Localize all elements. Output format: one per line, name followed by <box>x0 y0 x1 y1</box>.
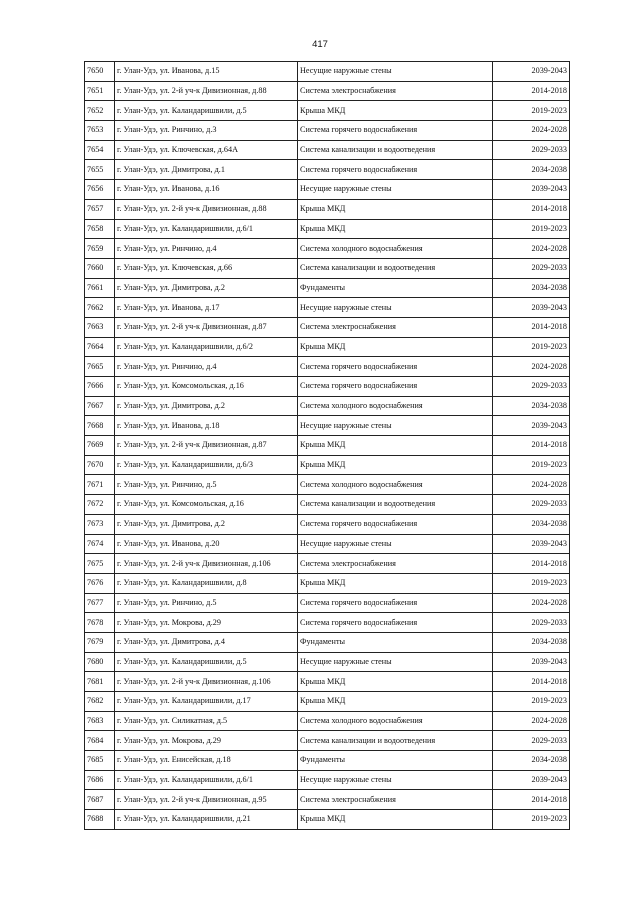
work-type-cell: Система холодного водоснабжения <box>298 711 493 731</box>
table-row <box>85 632 570 652</box>
address-cell: г. Улан-Удэ, ул. Каландаришвили, д.5 <box>115 652 298 672</box>
period-cell: 2014-2018 <box>493 81 570 101</box>
row-number-cell: 7675 <box>85 554 115 574</box>
period-cell: 2029-2033 <box>493 140 570 160</box>
row-number-cell: 7676 <box>85 573 115 593</box>
period-cell: 2019-2023 <box>493 810 570 830</box>
page-number: 417 <box>312 39 328 50</box>
row-number-cell: 7688 <box>85 810 115 830</box>
work-type-cell: Крыша МКД <box>298 692 493 712</box>
row-number-cell: 7652 <box>85 101 115 121</box>
period-cell: 2034-2038 <box>493 278 570 298</box>
address-cell: г. Улан-Удэ, ул. Каландаришвили, д.6/1 <box>115 770 298 790</box>
row-number-cell: 7664 <box>85 337 115 357</box>
period-cell: 2034-2038 <box>493 396 570 416</box>
address-cell: г. Улан-Удэ, ул. Димитрова, д.1 <box>115 160 298 180</box>
work-type-cell: Несущие наружные стены <box>298 62 493 82</box>
work-type-cell: Система горячего водоснабжения <box>298 593 493 613</box>
period-cell: 2029-2033 <box>493 495 570 515</box>
work-type-cell: Несущие наружные стены <box>298 416 493 436</box>
period-cell: 2019-2023 <box>493 101 570 121</box>
table-row <box>85 396 570 416</box>
address-cell: г. Улан-Удэ, ул. 2-й уч-к Дивизионная, д.106 <box>115 672 298 692</box>
table-row <box>85 436 570 456</box>
period-cell: 2019-2023 <box>493 219 570 239</box>
period-cell: 2034-2038 <box>493 160 570 180</box>
work-type-cell: Система горячего водоснабжения <box>298 514 493 534</box>
period-cell: 2014-2018 <box>493 317 570 337</box>
row-number-cell: 7684 <box>85 731 115 751</box>
address-cell: г. Улан-Удэ, ул. Комсомольская, д.16 <box>115 495 298 515</box>
row-number-cell: 7671 <box>85 475 115 495</box>
address-cell: г. Улан-Удэ, ул. Иванова, д.16 <box>115 180 298 200</box>
table-row <box>85 711 570 731</box>
work-type-cell: Система горячего водоснабжения <box>298 377 493 397</box>
period-cell: 2014-2018 <box>493 436 570 456</box>
table-row <box>85 121 570 141</box>
table-row <box>85 337 570 357</box>
work-type-cell: Несущие наружные стены <box>298 298 493 318</box>
address-cell: г. Улан-Удэ, ул. Мокрова, д.29 <box>115 731 298 751</box>
row-number-cell: 7679 <box>85 632 115 652</box>
period-cell: 2039-2043 <box>493 652 570 672</box>
work-type-cell: Система горячего водоснабжения <box>298 357 493 377</box>
row-number-cell: 7657 <box>85 199 115 219</box>
work-type-cell: Фундаменты <box>298 751 493 771</box>
address-cell: г. Улан-Удэ, ул. Каландаришвили, д.17 <box>115 692 298 712</box>
table-row <box>85 475 570 495</box>
work-type-cell: Крыша МКД <box>298 455 493 475</box>
work-type-cell: Крыша МКД <box>298 672 493 692</box>
address-cell: г. Улан-Удэ, ул. Иванова, д.18 <box>115 416 298 436</box>
period-cell: 2019-2023 <box>493 573 570 593</box>
period-cell: 2039-2043 <box>493 298 570 318</box>
work-type-cell: Система холодного водоснабжения <box>298 475 493 495</box>
table-row <box>85 357 570 377</box>
row-number-cell: 7680 <box>85 652 115 672</box>
address-cell: г. Улан-Удэ, ул. Ринчино, д.5 <box>115 593 298 613</box>
address-cell: г. Улан-Удэ, ул. 2-й уч-к Дивизионная, д.87 <box>115 317 298 337</box>
row-number-cell: 7665 <box>85 357 115 377</box>
address-cell: г. Улан-Удэ, ул. 2-й уч-к Дивизионная, д.87 <box>115 436 298 456</box>
work-type-cell: Несущие наружные стены <box>298 652 493 672</box>
period-cell: 2019-2023 <box>493 337 570 357</box>
address-cell: г. Улан-Удэ, ул. Ринчино, д.4 <box>115 357 298 377</box>
work-type-cell: Система холодного водоснабжения <box>298 396 493 416</box>
work-type-cell: Система электроснабжения <box>298 81 493 101</box>
address-cell: г. Улан-Удэ, ул. Каландаришвили, д.6/3 <box>115 455 298 475</box>
work-type-cell: Крыша МКД <box>298 436 493 456</box>
table-row <box>85 62 570 82</box>
work-type-cell: Система канализации и водоотведения <box>298 731 493 751</box>
address-cell: г. Улан-Удэ, ул. Димитрова, д.2 <box>115 514 298 534</box>
period-cell: 2039-2043 <box>493 416 570 436</box>
period-cell: 2024-2028 <box>493 593 570 613</box>
row-number-cell: 7659 <box>85 239 115 259</box>
row-number-cell: 7681 <box>85 672 115 692</box>
table-row <box>85 672 570 692</box>
address-cell: г. Улан-Удэ, ул. 2-й уч-к Дивизионная, д.88 <box>115 199 298 219</box>
period-cell: 2024-2028 <box>493 121 570 141</box>
table-row <box>85 140 570 160</box>
address-cell: г. Улан-Удэ, ул. Ринчино, д.3 <box>115 121 298 141</box>
address-cell: г. Улан-Удэ, ул. Комсомольская, д.16 <box>115 377 298 397</box>
address-cell: г. Улан-Удэ, ул. Димитрова, д.4 <box>115 632 298 652</box>
table-row <box>85 416 570 436</box>
table-row <box>85 317 570 337</box>
table-row <box>85 692 570 712</box>
row-number-cell: 7666 <box>85 377 115 397</box>
row-number-cell: 7674 <box>85 534 115 554</box>
row-number-cell: 7669 <box>85 436 115 456</box>
address-cell: г. Улан-Удэ, ул. Каландаришвили, д.6/1 <box>115 219 298 239</box>
work-type-cell: Система канализации и водоотведения <box>298 140 493 160</box>
row-number-cell: 7672 <box>85 495 115 515</box>
period-cell: 2039-2043 <box>493 770 570 790</box>
work-type-cell: Крыша МКД <box>298 337 493 357</box>
address-cell: г. Улан-Удэ, ул. Иванова, д.15 <box>115 62 298 82</box>
period-cell: 2029-2033 <box>493 258 570 278</box>
period-cell: 2024-2028 <box>493 475 570 495</box>
row-number-cell: 7656 <box>85 180 115 200</box>
table-row <box>85 613 570 633</box>
address-cell: г. Улан-Удэ, ул. Каландаришвили, д.6/2 <box>115 337 298 357</box>
period-cell: 2029-2033 <box>493 377 570 397</box>
table-row <box>85 790 570 810</box>
period-cell: 2019-2023 <box>493 455 570 475</box>
row-number-cell: 7651 <box>85 81 115 101</box>
table-row <box>85 278 570 298</box>
period-cell: 2019-2023 <box>493 692 570 712</box>
address-cell: г. Улан-Удэ, ул. Ринчино, д.4 <box>115 239 298 259</box>
period-cell: 2039-2043 <box>493 62 570 82</box>
table-row <box>85 377 570 397</box>
row-number-cell: 7668 <box>85 416 115 436</box>
address-cell: г. Улан-Удэ, ул. Каландаришвили, д.21 <box>115 810 298 830</box>
repair-schedule-table <box>84 61 570 830</box>
address-cell: г. Улан-Удэ, ул. Иванова, д.20 <box>115 534 298 554</box>
work-type-cell: Несущие наружные стены <box>298 534 493 554</box>
table-row <box>85 81 570 101</box>
row-number-cell: 7687 <box>85 790 115 810</box>
period-cell: 2029-2033 <box>493 613 570 633</box>
work-type-cell: Фундаменты <box>298 278 493 298</box>
row-number-cell: 7658 <box>85 219 115 239</box>
period-cell: 2039-2043 <box>493 534 570 554</box>
address-cell: г. Улан-Удэ, ул. 2-й уч-к Дивизионная, д.95 <box>115 790 298 810</box>
address-cell: г. Улан-Удэ, ул. Каландаришвили, д.5 <box>115 101 298 121</box>
address-cell: г. Улан-Удэ, ул. 2-й уч-к Дивизионная, д.88 <box>115 81 298 101</box>
row-number-cell: 7660 <box>85 258 115 278</box>
work-type-cell: Фундаменты <box>298 632 493 652</box>
table-row <box>85 514 570 534</box>
period-cell: 2014-2018 <box>493 672 570 692</box>
row-number-cell: 7673 <box>85 514 115 534</box>
table-row <box>85 770 570 790</box>
work-type-cell: Система горячего водоснабжения <box>298 121 493 141</box>
work-type-cell: Система горячего водоснабжения <box>298 613 493 633</box>
period-cell: 2014-2018 <box>493 199 570 219</box>
table-row <box>85 810 570 830</box>
work-type-cell: Система электроснабжения <box>298 554 493 574</box>
address-cell: г. Улан-Удэ, ул. Димитрова, д.2 <box>115 396 298 416</box>
work-type-cell: Крыша МКД <box>298 101 493 121</box>
period-cell: 2014-2018 <box>493 790 570 810</box>
period-cell: 2034-2038 <box>493 751 570 771</box>
work-type-cell: Система канализации и водоотведения <box>298 258 493 278</box>
row-number-cell: 7655 <box>85 160 115 180</box>
row-number-cell: 7663 <box>85 317 115 337</box>
row-number-cell: 7653 <box>85 121 115 141</box>
row-number-cell: 7683 <box>85 711 115 731</box>
table-row <box>85 101 570 121</box>
row-number-cell: 7686 <box>85 770 115 790</box>
address-cell: г. Улан-Удэ, ул. Мокрова, д.29 <box>115 613 298 633</box>
work-type-cell: Крыша МКД <box>298 810 493 830</box>
work-type-cell: Крыша МКД <box>298 199 493 219</box>
period-cell: 2024-2028 <box>493 357 570 377</box>
table-row <box>85 652 570 672</box>
table-row <box>85 199 570 219</box>
table-row <box>85 160 570 180</box>
table-row <box>85 593 570 613</box>
row-number-cell: 7654 <box>85 140 115 160</box>
work-type-cell: Крыша МКД <box>298 219 493 239</box>
period-cell: 2039-2043 <box>493 180 570 200</box>
address-cell: г. Улан-Удэ, ул. Ринчино, д.5 <box>115 475 298 495</box>
work-type-cell: Система электроснабжения <box>298 317 493 337</box>
work-type-cell: Крыша МКД <box>298 573 493 593</box>
table-body <box>85 62 570 830</box>
row-number-cell: 7662 <box>85 298 115 318</box>
table-row <box>85 495 570 515</box>
address-cell: г. Улан-Удэ, ул. Иванова, д.17 <box>115 298 298 318</box>
table-row <box>85 298 570 318</box>
table-row <box>85 180 570 200</box>
work-type-cell: Система горячего водоснабжения <box>298 160 493 180</box>
row-number-cell: 7678 <box>85 613 115 633</box>
row-number-cell: 7677 <box>85 593 115 613</box>
address-cell: г. Улан-Удэ, ул. 2-й уч-к Дивизионная, д.106 <box>115 554 298 574</box>
table-row <box>85 455 570 475</box>
period-cell: 2024-2028 <box>493 239 570 259</box>
table-row <box>85 573 570 593</box>
row-number-cell: 7650 <box>85 62 115 82</box>
work-type-cell: Несущие наружные стены <box>298 180 493 200</box>
table-row <box>85 239 570 259</box>
period-cell: 2029-2033 <box>493 731 570 751</box>
work-type-cell: Несущие наружные стены <box>298 770 493 790</box>
period-cell: 2014-2018 <box>493 554 570 574</box>
address-cell: г. Улан-Удэ, ул. Силикатная, д.5 <box>115 711 298 731</box>
period-cell: 2034-2038 <box>493 632 570 652</box>
address-cell: г. Улан-Удэ, ул. Ключевская, д.64А <box>115 140 298 160</box>
table-row <box>85 751 570 771</box>
period-cell: 2034-2038 <box>493 514 570 534</box>
work-type-cell: Система канализации и водоотведения <box>298 495 493 515</box>
table-row <box>85 219 570 239</box>
row-number-cell: 7682 <box>85 692 115 712</box>
row-number-cell: 7667 <box>85 396 115 416</box>
row-number-cell: 7661 <box>85 278 115 298</box>
address-cell: г. Улан-Удэ, ул. Каландаришвили, д.8 <box>115 573 298 593</box>
table-row <box>85 731 570 751</box>
address-cell: г. Улан-Удэ, ул. Ключевская, д.66 <box>115 258 298 278</box>
period-cell: 2024-2028 <box>493 711 570 731</box>
row-number-cell: 7670 <box>85 455 115 475</box>
table-row <box>85 534 570 554</box>
table-row <box>85 554 570 574</box>
table-row <box>85 258 570 278</box>
address-cell: г. Улан-Удэ, ул. Димитрова, д.2 <box>115 278 298 298</box>
row-number-cell: 7685 <box>85 751 115 771</box>
work-type-cell: Система электроснабжения <box>298 790 493 810</box>
work-type-cell: Система холодного водоснабжения <box>298 239 493 259</box>
address-cell: г. Улан-Удэ, ул. Енисейская, д.18 <box>115 751 298 771</box>
